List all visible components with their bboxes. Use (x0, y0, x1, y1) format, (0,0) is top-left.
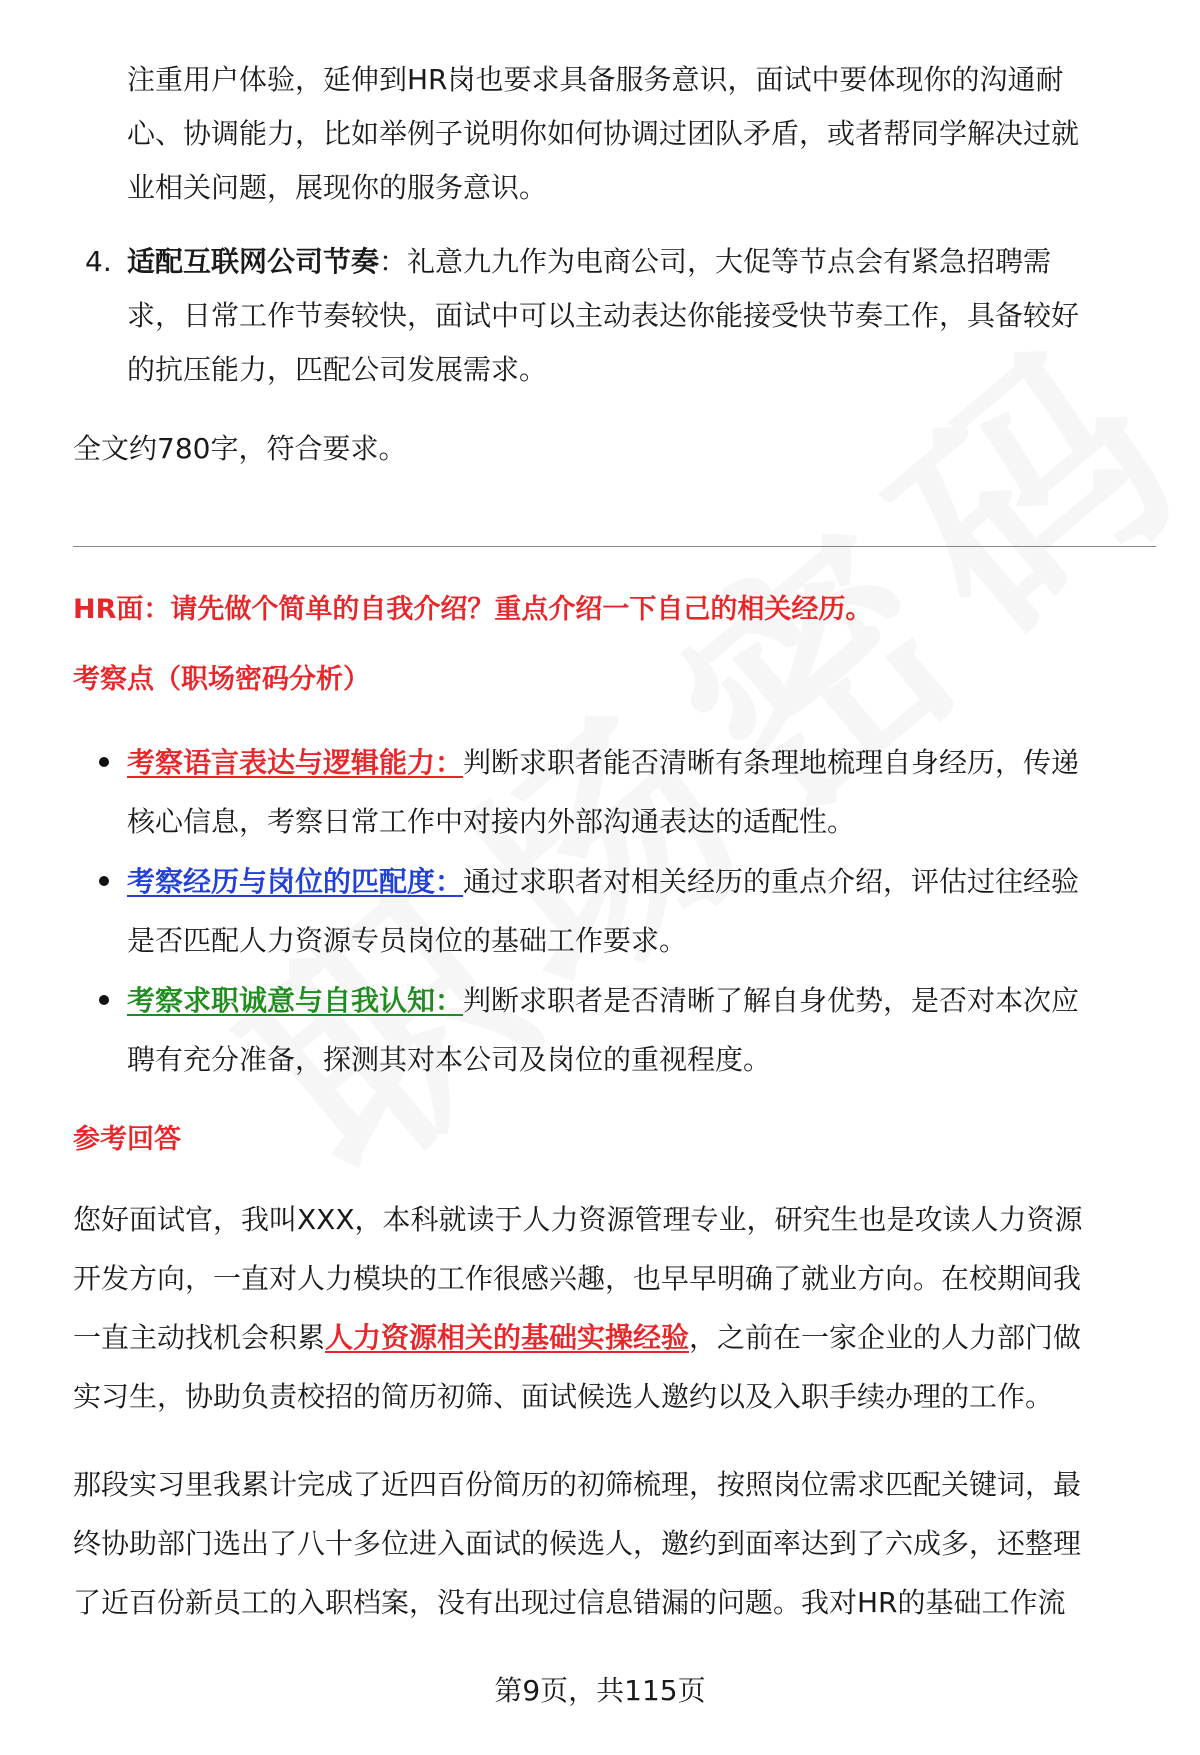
item4-title: 适配互联网公司节奏 (127, 245, 380, 278)
bullet-3-line-1 (127, 971, 1147, 1030)
bullet-1-text: 判断求职者能否清晰有条理地梳理自身经历，传递 (463, 746, 1080, 779)
page-footer: 第9页，共115页 (494, 1674, 706, 1707)
bullet-2-text: 通过求职者对相关经历的重点介绍，评估过往经验 (463, 865, 1080, 898)
answer-p1-line-4: 实习生，协助负责校招的简历初筛、面试候选人邀约以及入职手续办理的工作。 (73, 1380, 1054, 1413)
word-count-note: 全文约780字，符合要求。 (73, 432, 407, 465)
bullet-2-keyword: 考察经历与岗位的匹配度： (127, 865, 464, 898)
bullet-3-text: 判断求职者是否清晰了解自身优势，是否对本次应 (463, 984, 1080, 1017)
list-number: 4. (85, 245, 112, 278)
answer-highlight: 人力资源相关的基础实操经验 (325, 1321, 690, 1354)
item4-line-1 (127, 232, 1147, 291)
answer-p1-line-2: 开发方向，一直对人力模块的工作很感兴趣，也早早明确了就业方向。在校期间我 (73, 1262, 1082, 1295)
bullet-1-line-2: 核心信息，考察日常工作中对接内外部沟通表达的适配性。 (127, 805, 856, 838)
bullet-dot (99, 995, 109, 1005)
continuation-line-1: 注重用户体验，延伸到HR岗也要求具备服务意识，面试中要体现你的沟通耐 (127, 63, 1064, 96)
bullet-1-line-1 (127, 733, 1147, 792)
analysis-heading: 考察点（职场密码分析） (73, 664, 370, 695)
bullet-3-keyword: 考察求职诚意与自我认知： (127, 984, 464, 1017)
interview-question: HR面：请先做个简单的自我介绍？重点介绍一下自己的相关经历。 (73, 594, 873, 625)
bullet-3-line-2: 聘有充分准备，探测其对本公司及岗位的重视程度。 (127, 1043, 772, 1076)
answer-heading: 参考回答 (73, 1124, 181, 1155)
answer-p1-line-1: 您好面试官，我叫XXX，本科就读于人力资源管理专业，研究生也是攻读人力资源 (73, 1203, 1083, 1236)
answer-p2-line-1: 那段实习里我累计完成了近四百份简历的初筛梳理，按照岗位需求匹配关键词，最 (73, 1468, 1082, 1501)
item4-line-3: 的抗压能力，匹配公司发展需求。 (127, 353, 548, 386)
answer-p2-line-3: 了近百份新员工的入职档案，没有出现过信息错漏的问题。我对HR的基础工作流 (73, 1586, 1066, 1619)
answer-p1-line-3 (73, 1308, 1153, 1367)
answer-p2-line-2: 终协助部门选出了八十多位进入面试的候选人，邀约到面率达到了六成多，还整理 (73, 1527, 1082, 1560)
bullet-dot (99, 757, 109, 767)
bullet-1-keyword: 考察语言表达与逻辑能力： (127, 746, 464, 779)
item4-line-2: 求，日常工作节奏较快，面试中可以主动表达你能接受快节奏工作，具备较好 (127, 299, 1080, 332)
continuation-line-3: 业相关问题，展现你的服务意识。 (127, 171, 548, 204)
divider (73, 546, 1156, 547)
answer-p1-line-3-pre: 一直主动找机会积累 (73, 1321, 326, 1354)
bullet-2-line-1 (127, 852, 1147, 911)
continuation-line-2: 心、协调能力，比如举例子说明你如何协调过团队矛盾，或者帮同学解决过就 (127, 117, 1080, 150)
bullet-dot (99, 876, 109, 886)
item4-line-1-text: ：礼意九九作为电商公司，大促等节点会有紧急招聘需 (379, 245, 1052, 278)
answer-p1-line-3-post: ，之前在一家企业的人力部门做 (689, 1321, 1082, 1354)
bullet-2-line-2: 是否匹配人力资源专员岗位的基础工作要求。 (127, 924, 688, 957)
